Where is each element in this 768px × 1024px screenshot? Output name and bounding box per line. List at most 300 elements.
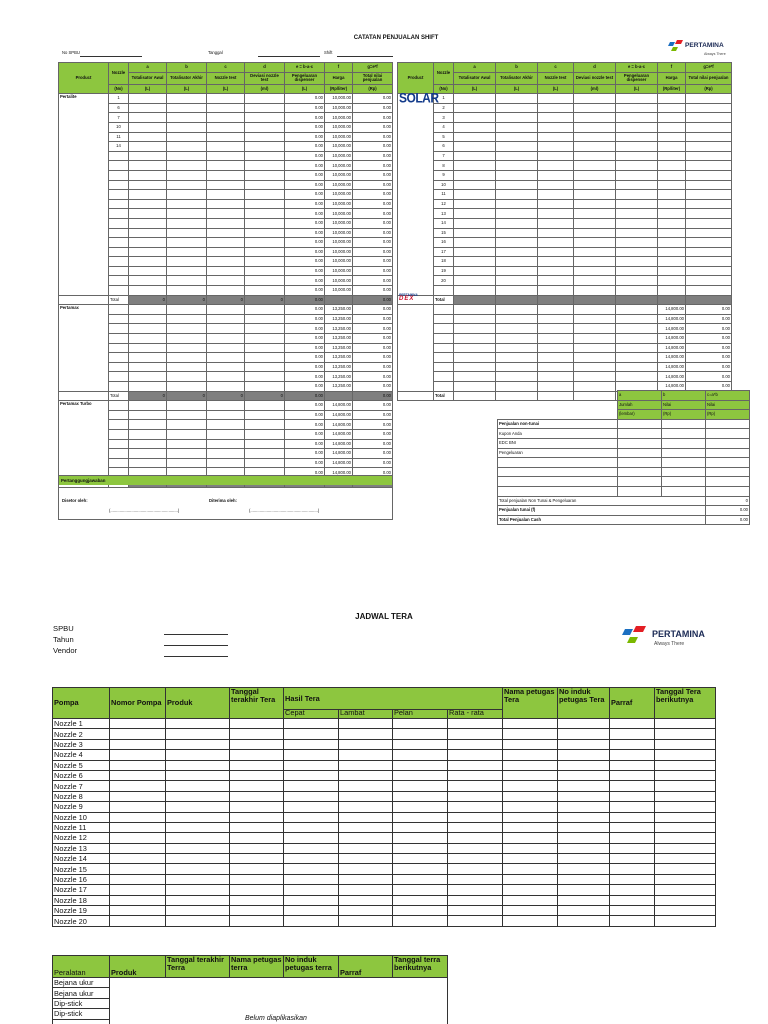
input-cell[interactable] [245,190,285,200]
input-cell[interactable] [496,132,538,142]
input-cell[interactable] [129,353,167,363]
input-cell[interactable] [574,238,616,248]
input-cell[interactable] [538,314,574,324]
input-cell[interactable] [166,781,230,791]
cell[interactable] [706,438,750,448]
input-cell[interactable] [503,822,558,832]
input-cell[interactable] [167,257,207,267]
input-cell[interactable] [110,916,166,926]
input-cell[interactable] [610,760,655,770]
input-cell[interactable] [610,729,655,739]
input-cell[interactable] [166,739,230,749]
input-cell[interactable] [207,209,245,219]
input-cell[interactable] [110,781,166,791]
input-cell[interactable] [658,228,686,238]
input-cell[interactable] [538,180,574,190]
input-cell[interactable] [448,916,503,926]
input-cell[interactable] [207,151,245,161]
input-cell[interactable] [207,180,245,190]
input-cell[interactable] [558,885,610,895]
input-cell[interactable] [658,266,686,276]
input-cell[interactable] [167,343,207,353]
input-cell[interactable] [339,812,393,822]
input-cell[interactable] [454,170,496,180]
input-cell[interactable] [503,874,558,884]
input-cell[interactable] [110,822,166,832]
input-cell[interactable] [503,812,558,822]
input-cell[interactable] [129,113,167,123]
shift-field[interactable] [337,56,393,57]
input-cell[interactable] [393,864,448,874]
input-cell[interactable] [496,324,538,334]
input-cell[interactable] [538,94,574,104]
input-cell[interactable] [110,854,166,864]
input-cell[interactable] [207,142,245,152]
input-cell[interactable] [610,791,655,801]
input-cell[interactable] [610,802,655,812]
input-cell[interactable] [574,266,616,276]
input-cell[interactable] [393,812,448,822]
input-cell[interactable] [245,343,285,353]
input-cell[interactable] [503,833,558,843]
input-cell[interactable] [686,161,732,171]
input-cell[interactable] [616,247,658,257]
input-cell[interactable] [245,439,285,449]
input-cell[interactable] [129,218,167,228]
input-cell[interactable] [558,812,610,822]
input-cell[interactable] [284,854,339,864]
input-cell[interactable] [574,180,616,190]
input-cell[interactable] [658,286,686,296]
input-cell[interactable] [284,770,339,780]
input-cell[interactable] [574,161,616,171]
input-cell[interactable] [207,324,245,334]
input-cell[interactable] [129,170,167,180]
input-cell[interactable] [393,770,448,780]
input-cell[interactable] [574,314,616,324]
input-cell[interactable] [167,209,207,219]
input-cell[interactable] [166,895,230,905]
input-cell[interactable] [574,113,616,123]
input-cell[interactable] [448,770,503,780]
input-cell[interactable] [393,739,448,749]
input-cell[interactable] [230,719,284,729]
input-cell[interactable] [658,199,686,209]
input-cell[interactable] [339,906,393,916]
input-cell[interactable] [167,286,207,296]
input-cell[interactable] [655,750,716,760]
input-cell[interactable] [558,916,610,926]
input-cell[interactable] [454,122,496,132]
input-cell[interactable] [610,906,655,916]
input-cell[interactable] [129,228,167,238]
input-cell[interactable] [207,286,245,296]
input-cell[interactable] [616,94,658,104]
input-cell[interactable] [686,238,732,248]
input-cell[interactable] [167,247,207,257]
input-cell[interactable] [245,324,285,334]
input-cell[interactable] [166,729,230,739]
input-cell[interactable] [448,791,503,801]
input-cell[interactable] [538,372,574,382]
input-cell[interactable] [538,238,574,248]
input-cell[interactable] [448,781,503,791]
input-cell[interactable] [167,382,207,392]
input-cell[interactable] [207,257,245,267]
input-cell[interactable] [393,885,448,895]
input-cell[interactable] [207,228,245,238]
input-cell[interactable] [686,199,732,209]
input-cell[interactable] [655,843,716,853]
input-cell[interactable] [616,343,658,353]
input-cell[interactable] [339,781,393,791]
input-cell[interactable] [496,170,538,180]
input-cell[interactable] [538,199,574,209]
input-cell[interactable] [496,199,538,209]
input-cell[interactable] [574,218,616,228]
input-cell[interactable] [616,209,658,219]
input-cell[interactable] [658,218,686,228]
input-cell[interactable] [245,334,285,344]
input-cell[interactable] [574,247,616,257]
input-cell[interactable] [454,190,496,200]
input-cell[interactable] [207,190,245,200]
input-cell[interactable] [616,218,658,228]
input-cell[interactable] [245,276,285,286]
input-cell[interactable] [167,362,207,372]
input-cell[interactable] [558,781,610,791]
input-cell[interactable] [245,314,285,324]
input-cell[interactable] [574,257,616,267]
input-cell[interactable] [393,895,448,905]
input-cell[interactable] [393,781,448,791]
input-cell[interactable] [166,843,230,853]
input-cell[interactable] [129,343,167,353]
input-cell[interactable] [129,103,167,113]
input-cell[interactable] [167,218,207,228]
input-cell[interactable] [129,401,167,411]
input-cell[interactable] [558,906,610,916]
input-cell[interactable] [503,781,558,791]
input-cell[interactable] [284,833,339,843]
input-cell[interactable] [454,94,496,104]
input-cell[interactable] [230,739,284,749]
input-cell[interactable] [538,218,574,228]
input-cell[interactable] [655,770,716,780]
input-cell[interactable] [686,151,732,161]
input-cell[interactable] [110,750,166,760]
input-cell[interactable] [129,238,167,248]
cell[interactable] [618,429,662,439]
input-cell[interactable] [574,103,616,113]
input-cell[interactable] [230,822,284,832]
input-cell[interactable] [503,895,558,905]
input-cell[interactable] [558,770,610,780]
input-cell[interactable] [448,812,503,822]
input-cell[interactable] [616,113,658,123]
input-cell[interactable] [616,190,658,200]
input-cell[interactable] [574,343,616,353]
input-cell[interactable] [558,791,610,801]
input-cell[interactable] [610,885,655,895]
input-cell[interactable] [339,739,393,749]
input-cell[interactable] [245,142,285,152]
input-cell[interactable] [616,151,658,161]
input-cell[interactable] [655,781,716,791]
input-cell[interactable] [454,132,496,142]
input-cell[interactable] [167,170,207,180]
input-cell[interactable] [167,266,207,276]
input-cell[interactable] [448,719,503,729]
input-cell[interactable] [167,410,207,420]
input-cell[interactable] [610,864,655,874]
input-cell[interactable] [339,791,393,801]
input-cell[interactable] [496,353,538,363]
input-cell[interactable] [207,266,245,276]
input-cell[interactable] [129,122,167,132]
input-cell[interactable] [284,750,339,760]
input-cell[interactable] [574,353,616,363]
input-cell[interactable] [496,372,538,382]
input-cell[interactable] [454,199,496,209]
cell[interactable] [618,448,662,458]
input-cell[interactable] [245,372,285,382]
input-cell[interactable] [448,833,503,843]
input-cell[interactable] [454,382,496,392]
input-cell[interactable] [339,854,393,864]
cell[interactable] [662,429,706,439]
input-cell[interactable] [610,895,655,905]
input-cell[interactable] [207,94,245,104]
input-cell[interactable] [448,906,503,916]
input-cell[interactable] [393,750,448,760]
input-cell[interactable] [284,729,339,739]
input-cell[interactable] [339,770,393,780]
input-cell[interactable] [230,802,284,812]
input-cell[interactable] [167,103,207,113]
input-cell[interactable] [284,791,339,801]
input-cell[interactable] [496,209,538,219]
input-cell[interactable] [207,305,245,315]
spbu-field[interactable] [80,56,142,57]
input-cell[interactable] [284,874,339,884]
input-cell[interactable] [496,247,538,257]
input-cell[interactable] [686,286,732,296]
input-cell[interactable] [245,449,285,459]
input-cell[interactable] [574,122,616,132]
input-cell[interactable] [558,729,610,739]
input-cell[interactable] [610,822,655,832]
input-cell[interactable] [245,401,285,411]
input-cell[interactable] [129,334,167,344]
input-cell[interactable] [393,729,448,739]
input-cell[interactable] [454,343,496,353]
input-cell[interactable] [616,238,658,248]
input-cell[interactable] [538,266,574,276]
input-cell[interactable] [245,257,285,267]
input-cell[interactable] [245,247,285,257]
input-cell[interactable] [610,812,655,822]
input-cell[interactable] [454,362,496,372]
input-cell[interactable] [129,314,167,324]
input-cell[interactable] [454,334,496,344]
input-cell[interactable] [538,257,574,267]
input-cell[interactable] [686,122,732,132]
input-cell[interactable] [538,142,574,152]
input-cell[interactable] [245,266,285,276]
input-cell[interactable] [496,362,538,372]
input-cell[interactable] [167,420,207,430]
input-cell[interactable] [110,864,166,874]
input-cell[interactable] [393,760,448,770]
input-cell[interactable] [574,199,616,209]
input-cell[interactable] [610,770,655,780]
input-cell[interactable] [538,276,574,286]
input-cell[interactable] [655,916,716,926]
input-cell[interactable] [454,151,496,161]
input-cell[interactable] [496,343,538,353]
input-cell[interactable] [245,410,285,420]
input-cell[interactable] [503,750,558,760]
input-cell[interactable] [448,843,503,853]
input-cell[interactable] [454,161,496,171]
input-cell[interactable] [245,286,285,296]
cell[interactable] [662,448,706,458]
input-cell[interactable] [284,906,339,916]
input-cell[interactable] [454,142,496,152]
input-cell[interactable] [448,802,503,812]
input-cell[interactable] [245,103,285,113]
input-cell[interactable] [655,802,716,812]
input-cell[interactable] [448,895,503,905]
input-cell[interactable] [230,781,284,791]
input-cell[interactable] [658,170,686,180]
input-cell[interactable] [284,719,339,729]
input-cell[interactable] [658,161,686,171]
input-cell[interactable] [230,770,284,780]
input-cell[interactable] [538,286,574,296]
input-cell[interactable] [538,247,574,257]
input-cell[interactable] [167,401,207,411]
input-cell[interactable] [167,276,207,286]
input-cell[interactable] [167,314,207,324]
input-cell[interactable] [658,209,686,219]
input-cell[interactable] [393,719,448,729]
input-cell[interactable] [496,142,538,152]
input-cell[interactable] [245,122,285,132]
input-cell[interactable] [503,729,558,739]
input-cell[interactable] [129,324,167,334]
input-cell[interactable] [129,439,167,449]
input-cell[interactable] [167,199,207,209]
input-cell[interactable] [496,286,538,296]
input-cell[interactable] [558,822,610,832]
cell[interactable] [662,438,706,448]
input-cell[interactable] [655,906,716,916]
input-cell[interactable] [166,760,230,770]
input-cell[interactable] [245,170,285,180]
input-cell[interactable] [230,885,284,895]
input-cell[interactable] [616,334,658,344]
input-cell[interactable] [167,228,207,238]
input-cell[interactable] [166,833,230,843]
input-cell[interactable] [503,843,558,853]
input-cell[interactable] [538,132,574,142]
input-cell[interactable] [166,719,230,729]
input-cell[interactable] [207,132,245,142]
input-cell[interactable] [245,362,285,372]
input-cell[interactable] [129,151,167,161]
input-cell[interactable] [167,449,207,459]
input-cell[interactable] [230,760,284,770]
input-cell[interactable] [393,874,448,884]
input-cell[interactable] [496,334,538,344]
input-cell[interactable] [167,439,207,449]
input-cell[interactable] [558,874,610,884]
input-cell[interactable] [503,719,558,729]
input-cell[interactable] [129,209,167,219]
input-cell[interactable] [167,151,207,161]
input-cell[interactable] [339,760,393,770]
input-cell[interactable] [616,122,658,132]
input-cell[interactable] [538,324,574,334]
input-cell[interactable] [574,228,616,238]
input-cell[interactable] [454,218,496,228]
input-cell[interactable] [245,161,285,171]
input-cell[interactable] [448,864,503,874]
input-cell[interactable] [616,180,658,190]
input-cell[interactable] [574,324,616,334]
input-cell[interactable] [166,874,230,884]
input-cell[interactable] [610,916,655,926]
input-cell[interactable] [454,113,496,123]
checked-signature[interactable]: (..........................................................) [249,508,320,513]
input-cell[interactable] [110,739,166,749]
input-cell[interactable] [230,729,284,739]
input-cell[interactable] [207,420,245,430]
input-cell[interactable] [574,276,616,286]
input-cell[interactable] [655,719,716,729]
input-cell[interactable] [129,190,167,200]
input-cell[interactable] [167,305,207,315]
input-cell[interactable] [245,458,285,468]
input-cell[interactable] [616,266,658,276]
input-cell[interactable] [558,739,610,749]
input-cell[interactable] [454,247,496,257]
input-cell[interactable] [448,874,503,884]
input-cell[interactable] [503,802,558,812]
input-cell[interactable] [339,885,393,895]
input-cell[interactable] [245,228,285,238]
cell[interactable] [618,438,662,448]
input-cell[interactable] [207,439,245,449]
input-cell[interactable] [538,161,574,171]
input-cell[interactable] [496,161,538,171]
input-cell[interactable] [454,324,496,334]
input-cell[interactable] [230,864,284,874]
input-cell[interactable] [610,739,655,749]
input-cell[interactable] [393,843,448,853]
input-cell[interactable] [448,739,503,749]
tanggal-field[interactable] [258,56,320,57]
input-cell[interactable] [284,739,339,749]
input-cell[interactable] [207,161,245,171]
input-cell[interactable] [129,449,167,459]
input-cell[interactable] [245,209,285,219]
input-cell[interactable] [207,247,245,257]
input-cell[interactable] [339,802,393,812]
input-cell[interactable] [339,750,393,760]
